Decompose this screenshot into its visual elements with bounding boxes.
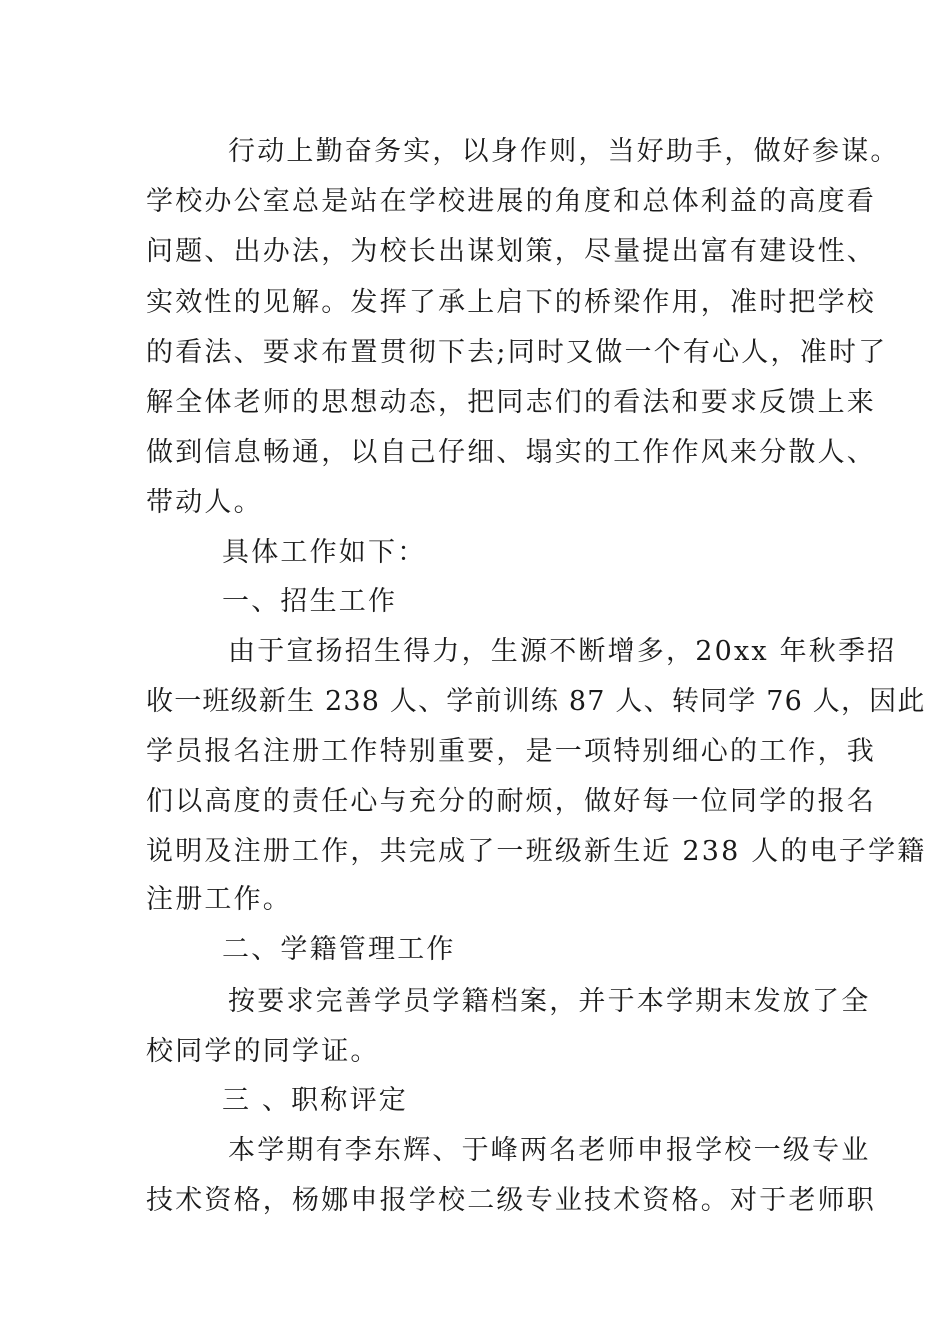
section-heading: 二、学籍管理工作: [222, 934, 456, 965]
paragraph-line: 校同学的同学证。: [146, 1036, 380, 1067]
paragraph-line: 的看法、要求布置贯彻下去;同时又做一个有心人，准时了: [146, 337, 888, 368]
paragraph-line: 做到信息畅通，以自己仔细、塌实的工作作风来分散人、: [146, 437, 876, 468]
paragraph-line: 说明及注册工作，共完成了一班级新生近 238 人的电子学籍: [146, 836, 927, 867]
paragraph-line: 问题、出办法，为校长出谋划策，尽量提出富有建设性、: [146, 236, 876, 267]
paragraph-line: 本学期有李东辉、于峰两名老师申报学校一级专业: [228, 1135, 871, 1166]
intro-heading: 具体工作如下：: [222, 537, 427, 568]
paragraph-line: 技术资格，杨娜申报学校二级专业技术资格。对于老师职: [146, 1185, 876, 1216]
section-heading: 三 、职称评定: [222, 1085, 408, 1116]
paragraph-line: 由于宣扬招生得力，生源不断增多，20xx 年秋季招: [228, 636, 897, 667]
section-heading: 一、招生工作: [222, 586, 398, 617]
paragraph-line: 们以高度的责任心与充分的耐烦，做好每一位同学的报名: [146, 786, 876, 817]
paragraph-line: 收一班级新生 238 人、学前训练 87 人、转同学 76 人，因此: [146, 686, 926, 717]
paragraph-line: 行动上勤奋务实，以身作则，当好助手，做好参谋。: [228, 136, 900, 167]
paragraph-line: 注册工作。: [146, 884, 292, 915]
paragraph-line: 实效性的见解。发挥了承上启下的桥梁作用，准时把学校: [146, 287, 876, 318]
paragraph-line: 解全体老师的思想动态，把同志们的看法和要求反馈上来: [146, 387, 876, 418]
paragraph-line: 学校办公室总是站在学校进展的角度和总体利益的高度看: [146, 186, 876, 217]
paragraph-line: 带动人。: [146, 487, 263, 518]
paragraph-line: 按要求完善学员学籍档案，并于本学期末发放了全: [228, 986, 871, 1017]
paragraph-line: 学员报名注册工作特别重要，是一项特别细心的工作，我: [146, 736, 876, 767]
